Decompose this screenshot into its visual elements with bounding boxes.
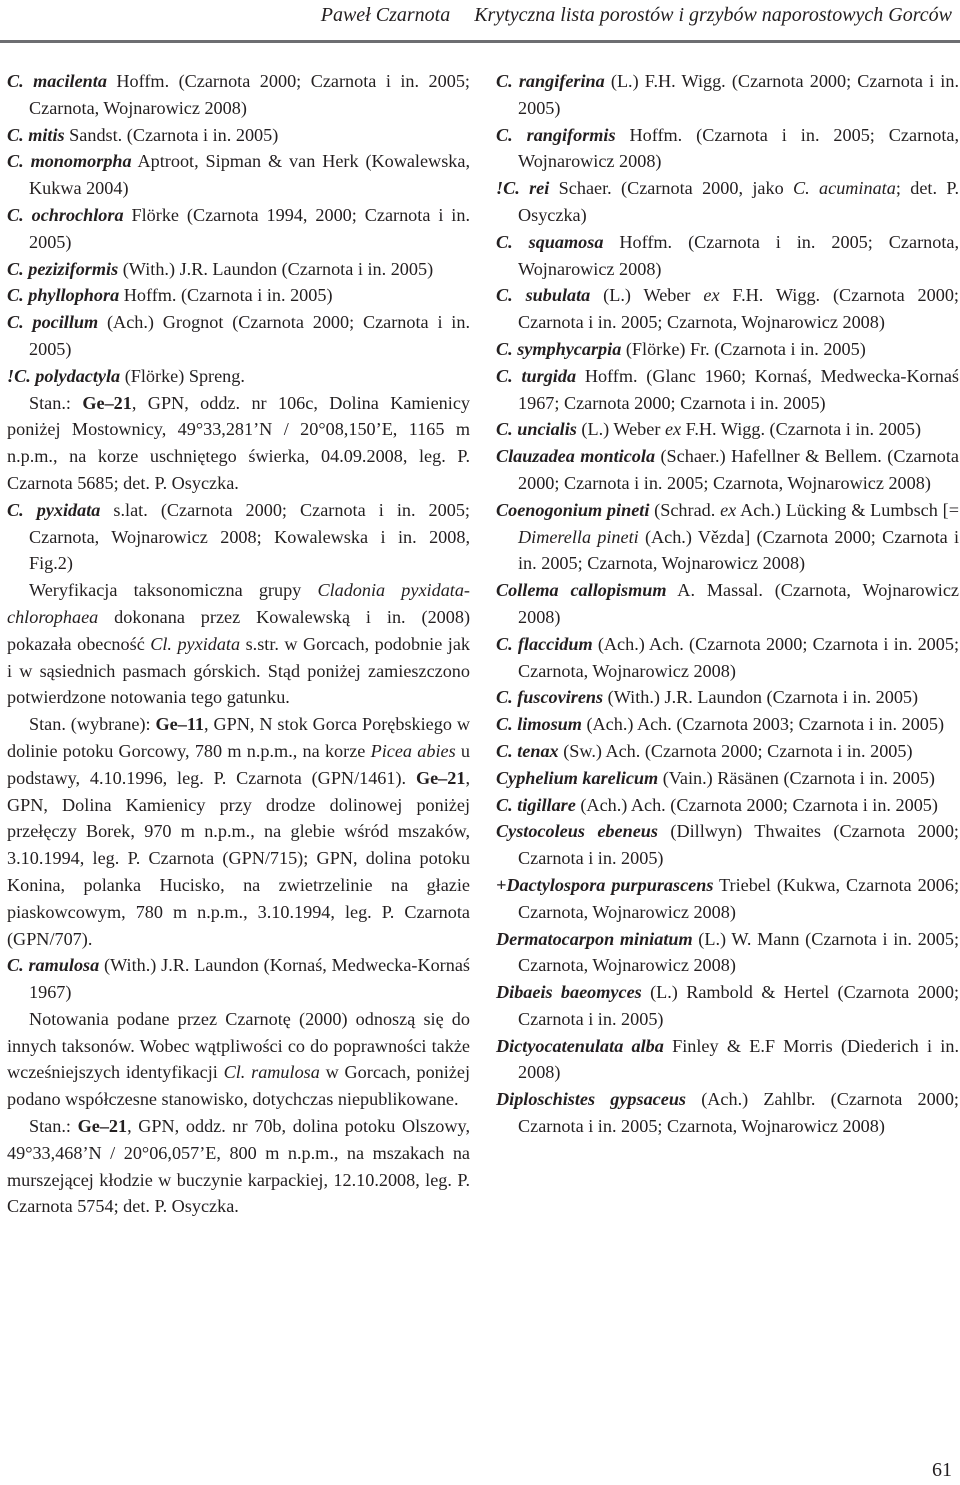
species-citation: (L.) Rambold & Hertel (Czarnota 2000; Czarnota i in. 2005) (518, 982, 959, 1029)
species-name: C. phyllophora (7, 285, 120, 306)
species-name: C. pocillum (7, 312, 99, 333)
species-entry (496, 577, 959, 631)
italic-name: Cl. ramulosa (223, 1062, 320, 1083)
species-name: Collema callopismum (496, 580, 667, 601)
italic-name: ex (703, 285, 720, 306)
species-citation: (Ach.) Grognot (Czarnota 2000; Czarnota i in. 2005) (29, 312, 471, 359)
species-citation: s.lat. (Czarnota 2000; Czarnota i in. 2005; Czarnota, Wojnarowicz 2008; Kowalewska i in. 2008, Fig.2) (29, 499, 470, 574)
species-citation: (With.) J.R. Laundon (Czarnota i in. 2005) (118, 258, 434, 279)
italic-name: ex (664, 419, 682, 440)
taxonomic-note: Weryfikacja taksonomiczna grupy Cladonia pyxidata-chlorophaea dokonana przez Kowalewską i in. (2008) pokazała obecność Cl. pyxidata s.str. w Gorcach, podobnie jak i w sąsiednich pasmach górskich. Stąd poniżej zamieszczono potwierdzone notowania tego gatunku. (7, 580, 471, 708)
species-name: C. subulata (496, 285, 591, 306)
locality-code: Ge–11 (155, 714, 205, 735)
species-entry (7, 363, 470, 390)
species-name: C. rangiferina (496, 71, 605, 91)
header-rule (0, 40, 960, 43)
species-name: Dermatocarpon miniatum (496, 928, 693, 949)
species-name: C. turgida (496, 365, 577, 386)
species-citation: (Flörke) Spreng. (120, 365, 245, 386)
left-column (7, 68, 470, 1220)
species-name: C. macilenta (7, 71, 107, 91)
species-citation: A. Massal. (Czarnota, Wojnarowicz 2008) (518, 580, 959, 627)
species-name: C. peziziformis (7, 258, 119, 279)
italic-name: ex (720, 499, 737, 520)
species-entry (496, 738, 959, 765)
species-entry (7, 282, 470, 309)
species-entry: !C. rei Schaer. (Czarnota 2000, jako C. acuminata; det. P. Osyczka) (496, 178, 959, 225)
species-name: !C. rei (496, 178, 550, 199)
species-entry (496, 631, 959, 685)
right-column (496, 68, 959, 1140)
species-name: Dictyocatenulata alba (496, 1035, 664, 1056)
species-entry (496, 1086, 959, 1140)
species-entry (496, 363, 959, 417)
species-entry (496, 926, 959, 980)
italic-name: Picea abies (370, 740, 456, 761)
species-entry (7, 309, 470, 363)
species-name: !C. polydactyla (7, 365, 121, 386)
species-entry (496, 872, 959, 926)
italic-name: C. acuminata (793, 178, 896, 199)
species-citation: Flörke (Czarnota 1994, 2000; Czarnota i in. 2005) (29, 204, 471, 252)
header-title: Krytyczna lista porostów i grzybów naporostowych Gorców (474, 4, 952, 26)
running-header (0, 2, 952, 28)
species-name: C. tigillare (496, 794, 576, 815)
species-citation: (Schaer.) Hafellner & Bellem. (Czarnota 2000; Czarnota i in. 2005; Czarnota, Wojnarowicz 2008) (518, 446, 959, 493)
species-citation: Sandst. (Czarnota i in. 2005) (64, 124, 279, 145)
species-name: C. fuscovirens (496, 687, 604, 708)
page-number: 61 (932, 1459, 952, 1481)
species-name: C. ramulosa (7, 955, 100, 976)
species-entry (496, 818, 959, 872)
taxonomic-note: Stan. (wybrane): Ge–11, GPN, N stok Gorca Porębskiego w dolinie potoku Gorcowy, 780 m n.p.m., na korze Picea abies u podstawy, 4.10.1996, leg. P. Czarnota (GPN/1461). Ge–21, GPN, Dolina Kamienicy przy drodze dolinowej poniżej przełęczy Borek, 970 m n.p.m., na glebie wśród mszaków, 3.10.1994, leg. P. Czarnota (GPN/715); GPN, dolina potoku Konina, polanka Hucisko, na zwietrzelinie na głazie piaskowcowym, 780 m n.p.m., 3.10.1994, leg. P. Czarnota (GPN/707). (7, 714, 471, 949)
species-entry (496, 336, 959, 363)
locality-code: Ge–21 (77, 1116, 128, 1137)
species-name: Dibaeis baeomyces (496, 982, 642, 1003)
species-citation: (Ach.) Ach. (Czarnota 2000; Czarnota i in. 2005; Czarnota, Wojnarowicz 2008) (518, 633, 959, 681)
species-entry (496, 443, 959, 497)
species-name: Cystocoleus ebeneus (496, 821, 658, 842)
species-citation: Hoffm. (Czarnota 2000; Czarnota i in. 2005; Czarnota, Wojnarowicz 2008) (29, 71, 470, 118)
header-author: Paweł Czarnota (320, 4, 451, 26)
species-citation: Triebel (Kukwa, Czarnota 2006; Czarnota, Wojnarowicz 2008) (518, 874, 959, 922)
species-entry (7, 952, 470, 1006)
species-citation: (L.) F.H. Wigg. (Czarnota 2000; Czarnota i in. 2005) (518, 71, 959, 118)
species-entry (7, 68, 470, 122)
species-entry (496, 711, 959, 738)
species-name: Clauzadea monticola (496, 446, 656, 467)
species-citation: (Ach.) Ach. (Czarnota 2003; Czarnota i in. 2005) (581, 714, 945, 735)
species-citation: Finley & E.F Morris (Diederich i in. 2008) (518, 1035, 959, 1083)
species-citation: Hoffm. (Glanc 1960; Kornaś, Medwecka-Kornaś 1967; Czarnota 2000; Czarnota i in. 2005) (518, 365, 960, 413)
locality-note: Stan.: Ge–21, GPN, oddz. nr 106c, Dolina Kamienicy poniżej Mostownicy, 49°33,281’N / 20°08,150’E, 1165 m n.p.m., na korze uschniętego świerka, 04.09.2008, leg. P. Czarnota 5685; det. P. Osyczka. (7, 392, 470, 493)
species-citation: Aptroot, Sipman & van Herk (Kowalewska, Kukwa 2004) (29, 151, 470, 199)
species-name: C. rangiformis (496, 124, 616, 145)
species-name: C. mitis (7, 124, 65, 145)
species-entry (496, 122, 959, 176)
species-name: C. squamosa (496, 231, 604, 252)
species-entry (496, 229, 959, 283)
species-citation: (Sw.) Ach. (Czarnota 2000; Czarnota i in. 2005) (558, 740, 913, 761)
italic-name: Dimerella pineti (518, 526, 639, 547)
species-citation: (Vain.) Räsänen (Czarnota i in. 2005) (658, 767, 935, 788)
species-name: C. flaccidum (496, 633, 593, 654)
species-name: C. tenax (496, 740, 559, 761)
species-name: +Dactylospora purpurascens (496, 874, 714, 895)
species-entry (496, 765, 959, 792)
italic-name: Cl. pyxidata (150, 633, 241, 654)
species-entry (7, 202, 470, 256)
species-name: Coenogonium pineti (496, 499, 650, 520)
species-citation: Hoffm. (Czarnota i in. 2005; Czarnota, Wojnarowicz 2008) (518, 231, 959, 279)
species-name: Cyphelium karelicum (496, 767, 659, 788)
locality-code: Ge–21 (415, 767, 466, 788)
species-entry (7, 256, 470, 283)
species-name: C. pyxidata (7, 499, 101, 520)
species-entry: C. uncialis (L.) Weber ex F.H. Wigg. (Czarnota i in. 2005) (496, 419, 922, 440)
species-entry (7, 148, 470, 202)
species-name: C. monomorpha (7, 151, 132, 172)
species-name: C. uncialis (496, 419, 577, 440)
species-name: C. ochrochlora (7, 204, 124, 225)
species-citation: (With.) J.R. Laundon (Czarnota i in. 2005) (603, 687, 919, 708)
taxonomic-note: Notowania podane przez Czarnotę (2000) odnoszą się do innych taksonów. Wobec wątpliwości co do poprawności także wcześniejszych identyfikacji Cl. ramulosa w Gorcach, poniżej podano współczesne stanowisko, dotychczas niepublikowane. (7, 1008, 471, 1110)
locality-code: Ge–21 (82, 392, 132, 413)
species-citation: (Flörke) Fr. (Czarnota i in. 2005) (621, 338, 866, 359)
italic-name: Cladonia pyxidata-chlorophaea (7, 580, 470, 627)
species-name: C. symphycarpia (496, 338, 622, 359)
species-entry (496, 1033, 959, 1087)
species-citation: Hoffm. (Czarnota i in. 2005; Czarnota, Wojnarowicz 2008) (518, 124, 959, 172)
locality-note: Stan.: Ge–21, GPN, oddz. nr 70b, dolina potoku Olszowy, 49°33,468’N / 20°06,057’E, 800 m n.p.m., na mszakach na murszejącej kłodzie w buczynie karpackiej, 12.10.2008, leg. P. Czarnota 5754; det. P. Osyczka. (7, 1116, 470, 1217)
species-entry (496, 979, 959, 1033)
species-entry (7, 497, 470, 577)
species-entry (496, 68, 959, 122)
species-citation: (L.) W. Mann (Czarnota i in. 2005; Czarnota, Wojnarowicz 2008) (518, 928, 960, 976)
species-citation: (With.) J.R. Laundon (Kornaś, Medwecka-Kornaś 1967) (29, 955, 470, 1003)
species-name: C. limosum (496, 714, 582, 735)
species-entry: C. subulata (L.) Weber ex F.H. Wigg. (Czarnota 2000; Czarnota i in. 2005; Czarnota, Wojnarowicz 2008) (496, 285, 959, 333)
species-entry (496, 792, 959, 819)
species-citation: Hoffm. (Czarnota i in. 2005) (119, 285, 333, 306)
species-citation: (Ach.) Zahlbr. (Czarnota 2000; Czarnota i in. 2005; Czarnota, Wojnarowicz 2008) (518, 1089, 959, 1137)
species-name: Diploschistes gypsaceus (496, 1089, 687, 1110)
species-entry (496, 684, 959, 711)
species-entry (7, 122, 470, 149)
species-citation: (Ach.) Ach. (Czarnota 2000; Czarnota i in. 2005) (575, 794, 938, 815)
species-entry: Coenogonium pineti (Schrad. ex Ach.) Lücking & Lumbsch [= Dimerella pineti (Ach.) Vězda] (Czarnota 2000; Czarnota i in. 2005; Czarnota, Wojnarowicz 2008) (496, 499, 959, 574)
species-citation: (Dillwyn) Thwaites (Czarnota 2000; Czarnota i in. 2005) (518, 821, 959, 869)
